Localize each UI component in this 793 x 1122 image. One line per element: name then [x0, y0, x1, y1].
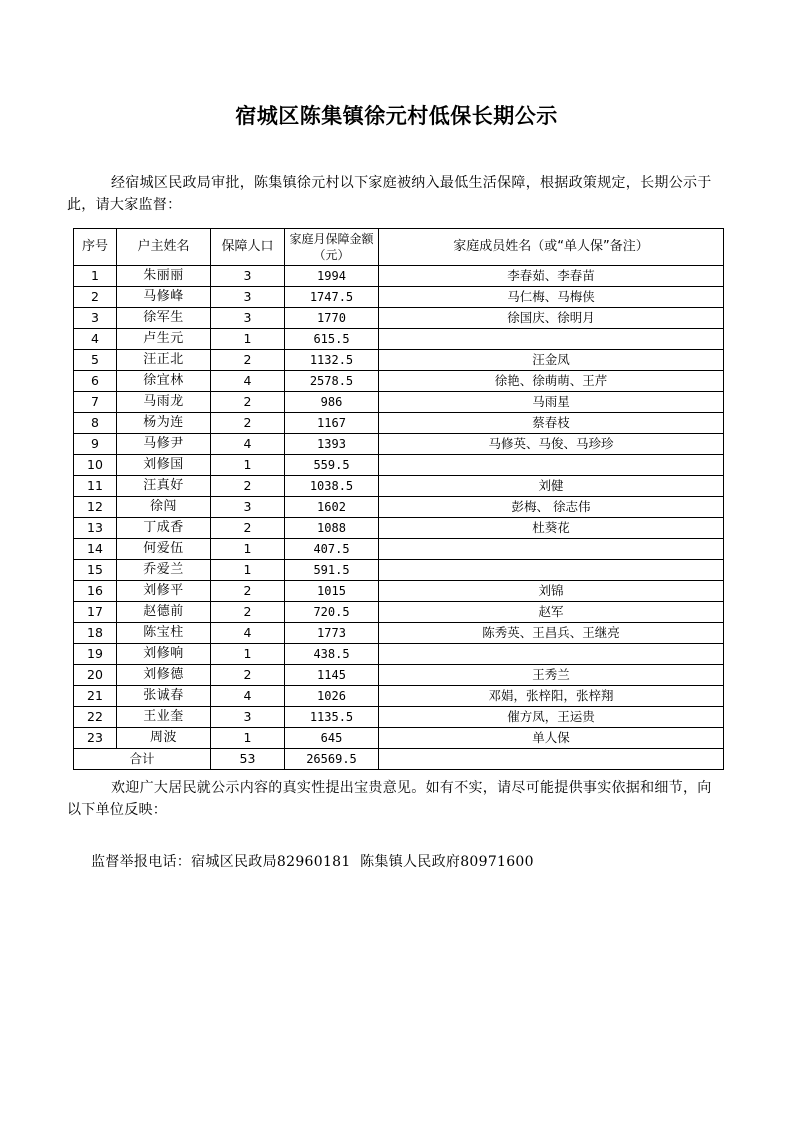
cell-no: 6 [74, 371, 117, 392]
cell-head-name: 朱丽丽 [117, 266, 211, 287]
cell-members: 汪金凤 [379, 350, 724, 371]
cell-people: 3 [211, 308, 285, 329]
cell-members [379, 329, 724, 350]
header-head-name: 户主姓名 [117, 229, 211, 266]
cell-head-name: 汪真好 [117, 476, 211, 497]
cell-amount: 1393 [285, 434, 379, 455]
total-amount: 26569.5 [285, 749, 379, 770]
cell-people: 4 [211, 371, 285, 392]
cell-members: 李春茹、李春苗 [379, 266, 724, 287]
table-body [74, 266, 724, 749]
table-row [74, 602, 724, 623]
cell-amount: 1135.5 [285, 707, 379, 728]
cell-people: 2 [211, 665, 285, 686]
table-row [74, 497, 724, 518]
cell-head-name: 赵德前 [117, 602, 211, 623]
cell-people: 2 [211, 350, 285, 371]
cell-head-name: 徐军生 [117, 308, 211, 329]
cell-no: 4 [74, 329, 117, 350]
cell-members: 刘锦 [379, 581, 724, 602]
cell-head-name: 徐宜林 [117, 371, 211, 392]
header-amount: 家庭月保障金额（元） [285, 229, 379, 266]
cell-head-name: 刘修国 [117, 455, 211, 476]
cell-people: 2 [211, 413, 285, 434]
cell-no: 2 [74, 287, 117, 308]
cell-people: 1 [211, 644, 285, 665]
cell-head-name: 张诚春 [117, 686, 211, 707]
cell-head-name: 丁成香 [117, 518, 211, 539]
table-row [74, 644, 724, 665]
contact-label: 监督举报电话： [91, 854, 192, 870]
table-row [74, 665, 724, 686]
cell-head-name: 汪正北 [117, 350, 211, 371]
contact-line [91, 851, 534, 871]
cell-amount: 1145 [285, 665, 379, 686]
cell-no: 3 [74, 308, 117, 329]
cell-members: 蔡春枝 [379, 413, 724, 434]
cell-members [379, 539, 724, 560]
cell-no: 9 [74, 434, 117, 455]
cell-no: 16 [74, 581, 117, 602]
cell-no: 20 [74, 665, 117, 686]
cell-no: 19 [74, 644, 117, 665]
cell-people: 3 [211, 707, 285, 728]
table-row [74, 392, 724, 413]
cell-no: 15 [74, 560, 117, 581]
cell-amount: 2578.5 [285, 371, 379, 392]
cell-members: 王秀兰 [379, 665, 724, 686]
cell-members: 马仁梅、马梅侠 [379, 287, 724, 308]
table-row [74, 560, 724, 581]
cell-members: 马修英、马俊、马珍珍 [379, 434, 724, 455]
table-row [74, 539, 724, 560]
subsidy-table [73, 228, 724, 770]
cell-amount: 1773 [285, 623, 379, 644]
cell-people: 2 [211, 602, 285, 623]
table-row [74, 434, 724, 455]
header-no: 序号 [74, 229, 117, 266]
cell-amount: 438.5 [285, 644, 379, 665]
cell-amount: 1747.5 [285, 287, 379, 308]
cell-amount: 1132.5 [285, 350, 379, 371]
cell-head-name: 马修峰 [117, 287, 211, 308]
cell-head-name: 刘修平 [117, 581, 211, 602]
cell-no: 10 [74, 455, 117, 476]
contact-org-2: 陈集镇人民政府80971600 [360, 854, 534, 870]
cell-no: 21 [74, 686, 117, 707]
cell-amount: 1167 [285, 413, 379, 434]
cell-people: 4 [211, 686, 285, 707]
table-row [74, 371, 724, 392]
cell-head-name: 杨为连 [117, 413, 211, 434]
cell-amount: 1602 [285, 497, 379, 518]
cell-head-name: 何爱伍 [117, 539, 211, 560]
page-title: 宿城区陈集镇徐元村低保长期公示 [235, 104, 558, 128]
cell-members [379, 560, 724, 581]
table-row [74, 476, 724, 497]
total-row [74, 749, 724, 770]
cell-people: 1 [211, 560, 285, 581]
cell-people: 2 [211, 392, 285, 413]
cell-amount: 986 [285, 392, 379, 413]
cell-head-name: 徐闯 [117, 497, 211, 518]
cell-people: 3 [211, 287, 285, 308]
intro-paragraph: 经宿城区民政局审批，陈集镇徐元村以下家庭被纳入最低生活保障，根据政策规定，长期公示于此，请大家监督： [67, 175, 712, 213]
contact-org-1: 宿城区民政局82960181 [191, 854, 351, 870]
cell-people: 2 [211, 581, 285, 602]
cell-head-name: 周波 [117, 728, 211, 749]
cell-no: 11 [74, 476, 117, 497]
cell-no: 8 [74, 413, 117, 434]
cell-head-name: 陈宝柱 [117, 623, 211, 644]
cell-members: 马雨星 [379, 392, 724, 413]
cell-members: 单人保 [379, 728, 724, 749]
cell-no: 18 [74, 623, 117, 644]
cell-people: 3 [211, 266, 285, 287]
cell-no: 12 [74, 497, 117, 518]
cell-head-name: 马修尹 [117, 434, 211, 455]
cell-people: 2 [211, 476, 285, 497]
cell-no: 17 [74, 602, 117, 623]
cell-people: 2 [211, 518, 285, 539]
cell-members: 催方凤，王运贵 [379, 707, 724, 728]
table-row [74, 707, 724, 728]
cell-people: 1 [211, 455, 285, 476]
cell-members: 赵军 [379, 602, 724, 623]
cell-no: 7 [74, 392, 117, 413]
cell-people: 1 [211, 329, 285, 350]
cell-members: 陈秀英、王昌兵、王继亮 [379, 623, 724, 644]
cell-amount: 407.5 [285, 539, 379, 560]
cell-members: 彭梅、 徐志伟 [379, 497, 724, 518]
cell-members [379, 455, 724, 476]
table-row [74, 350, 724, 371]
table-row [74, 266, 724, 287]
table-row [74, 728, 724, 749]
cell-head-name: 刘修响 [117, 644, 211, 665]
total-label: 合计 [74, 749, 211, 770]
cell-no: 22 [74, 707, 117, 728]
cell-amount: 1994 [285, 266, 379, 287]
cell-amount: 1088 [285, 518, 379, 539]
cell-amount: 591.5 [285, 560, 379, 581]
cell-head-name: 王业奎 [117, 707, 211, 728]
cell-amount: 1026 [285, 686, 379, 707]
cell-people: 4 [211, 434, 285, 455]
cell-people: 4 [211, 623, 285, 644]
table-row [74, 518, 724, 539]
table-row [74, 413, 724, 434]
cell-members [379, 644, 724, 665]
total-people: 53 [211, 749, 285, 770]
closing-paragraph: 欢迎广大居民就公示内容的真实性提出宝贵意见。如有不实，请尽可能提供事实依据和细节，向以下单位反映： [67, 780, 712, 818]
table-header-row [74, 229, 724, 266]
table-row [74, 329, 724, 350]
table-row [74, 455, 724, 476]
cell-people: 3 [211, 497, 285, 518]
total-members [379, 749, 724, 770]
cell-amount: 559.5 [285, 455, 379, 476]
table-row [74, 287, 724, 308]
cell-members: 杜葵花 [379, 518, 724, 539]
cell-no: 23 [74, 728, 117, 749]
cell-no: 5 [74, 350, 117, 371]
cell-people: 1 [211, 728, 285, 749]
cell-head-name: 马雨龙 [117, 392, 211, 413]
table-row [74, 581, 724, 602]
cell-head-name: 乔爱兰 [117, 560, 211, 581]
cell-amount: 1015 [285, 581, 379, 602]
cell-head-name: 刘修德 [117, 665, 211, 686]
header-people: 保障人口 [211, 229, 285, 266]
cell-members: 邓娟，张梓阳，张梓翔 [379, 686, 724, 707]
cell-no: 13 [74, 518, 117, 539]
cell-people: 1 [211, 539, 285, 560]
cell-amount: 645 [285, 728, 379, 749]
cell-members: 徐艳、徐萌萌、王芹 [379, 371, 724, 392]
cell-amount: 1038.5 [285, 476, 379, 497]
table-row [74, 308, 724, 329]
cell-amount: 1770 [285, 308, 379, 329]
header-members: 家庭成员姓名（或“单人保”备注） [379, 229, 724, 266]
table-row [74, 686, 724, 707]
table-row [74, 623, 724, 644]
cell-head-name: 卢生元 [117, 329, 211, 350]
cell-amount: 720.5 [285, 602, 379, 623]
cell-members: 徐国庆、徐明月 [379, 308, 724, 329]
cell-no: 1 [74, 266, 117, 287]
cell-no: 14 [74, 539, 117, 560]
cell-members: 刘健 [379, 476, 724, 497]
cell-amount: 615.5 [285, 329, 379, 350]
